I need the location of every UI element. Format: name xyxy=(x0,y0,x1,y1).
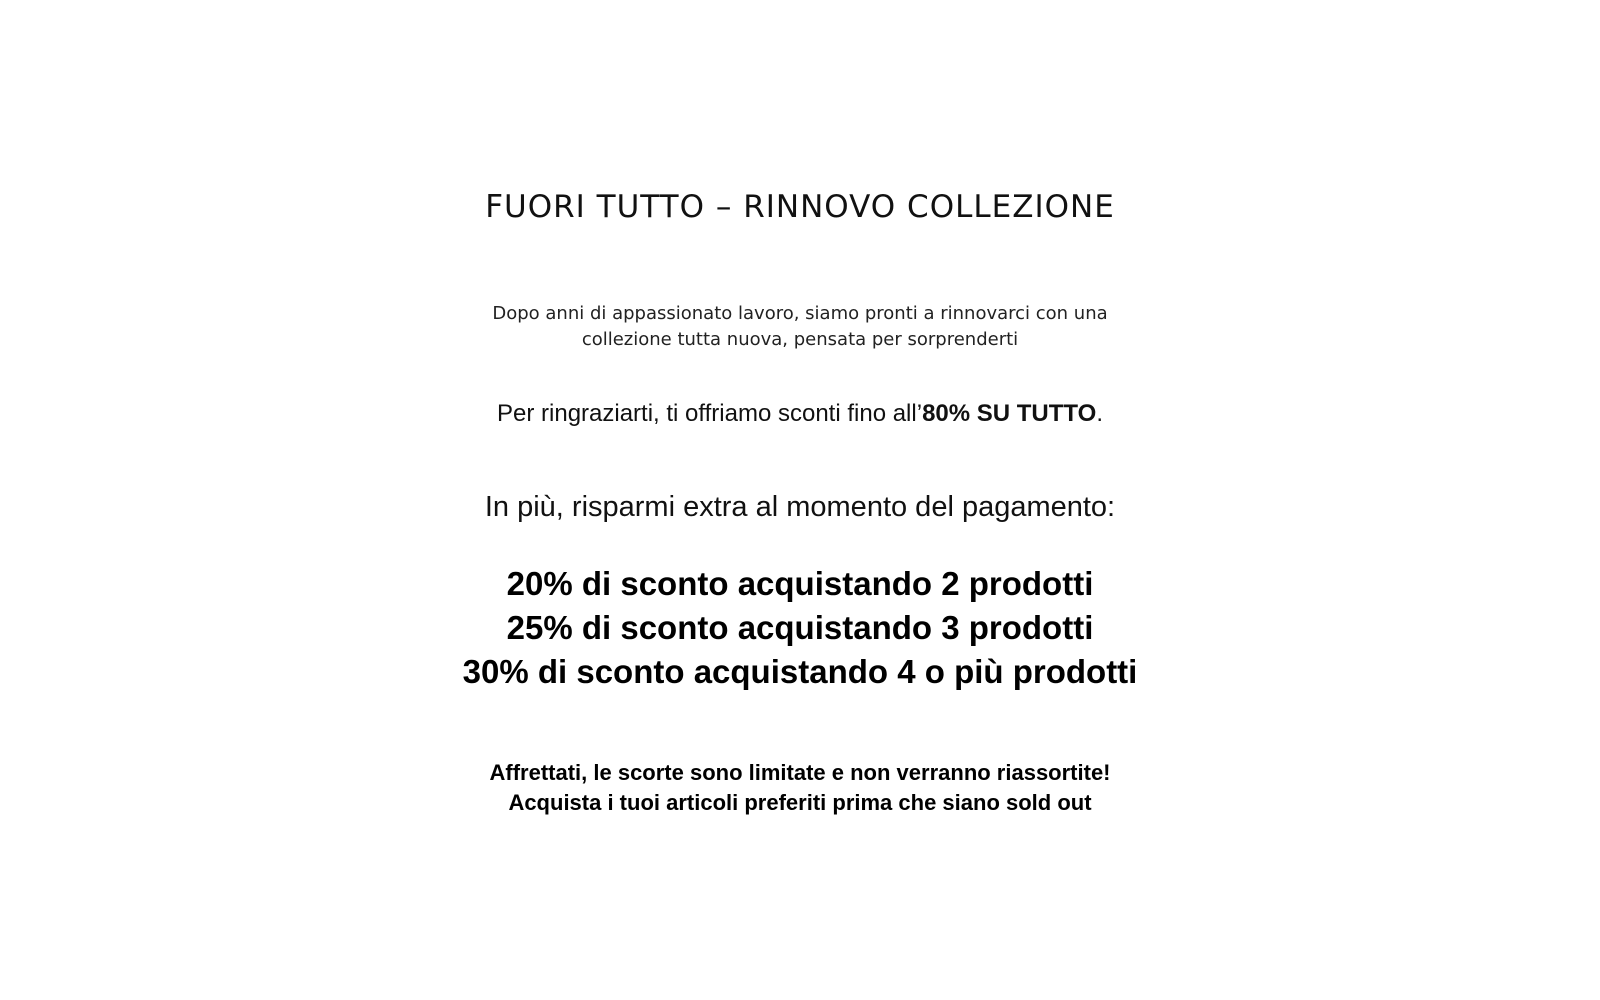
discount-tier: 20% di sconto acquistando 2 prodotti xyxy=(506,565,1094,602)
discount-tiers xyxy=(0,562,1600,694)
urgency-line-2: Acquista i tuoi articoli preferiti prima che siano sold out xyxy=(508,790,1092,815)
intro-line-1: Dopo anni di appassionato lavoro, siamo pronti a rinnovarci con una xyxy=(492,303,1108,324)
discount-tier: 30% di sconto acquistando 4 o più prodotti xyxy=(462,653,1138,690)
urgency-message xyxy=(0,758,1600,818)
intro-text xyxy=(0,301,1600,353)
extra-savings-heading: In più, risparmi extra al momento del pagamento: xyxy=(484,491,1116,523)
offer-suffix: . xyxy=(1096,400,1103,427)
offer-highlight: 80% SU TUTTO xyxy=(922,400,1097,427)
discount-tier: 25% di sconto acquistando 3 prodotti xyxy=(506,609,1094,646)
urgency-line-1: Affrettati, le scorte sono limitate e non verranno riassortite! xyxy=(489,760,1111,785)
offer-text xyxy=(0,399,1600,429)
page-title: FUORI TUTTO – RINNOVO COLLEZIONE xyxy=(485,189,1115,225)
intro-line-2: collezione tutta nuova, pensata per sorprenderti xyxy=(581,329,1019,350)
offer-prefix: Per ringraziarti, ti offriamo sconti fino all’ xyxy=(497,400,923,427)
